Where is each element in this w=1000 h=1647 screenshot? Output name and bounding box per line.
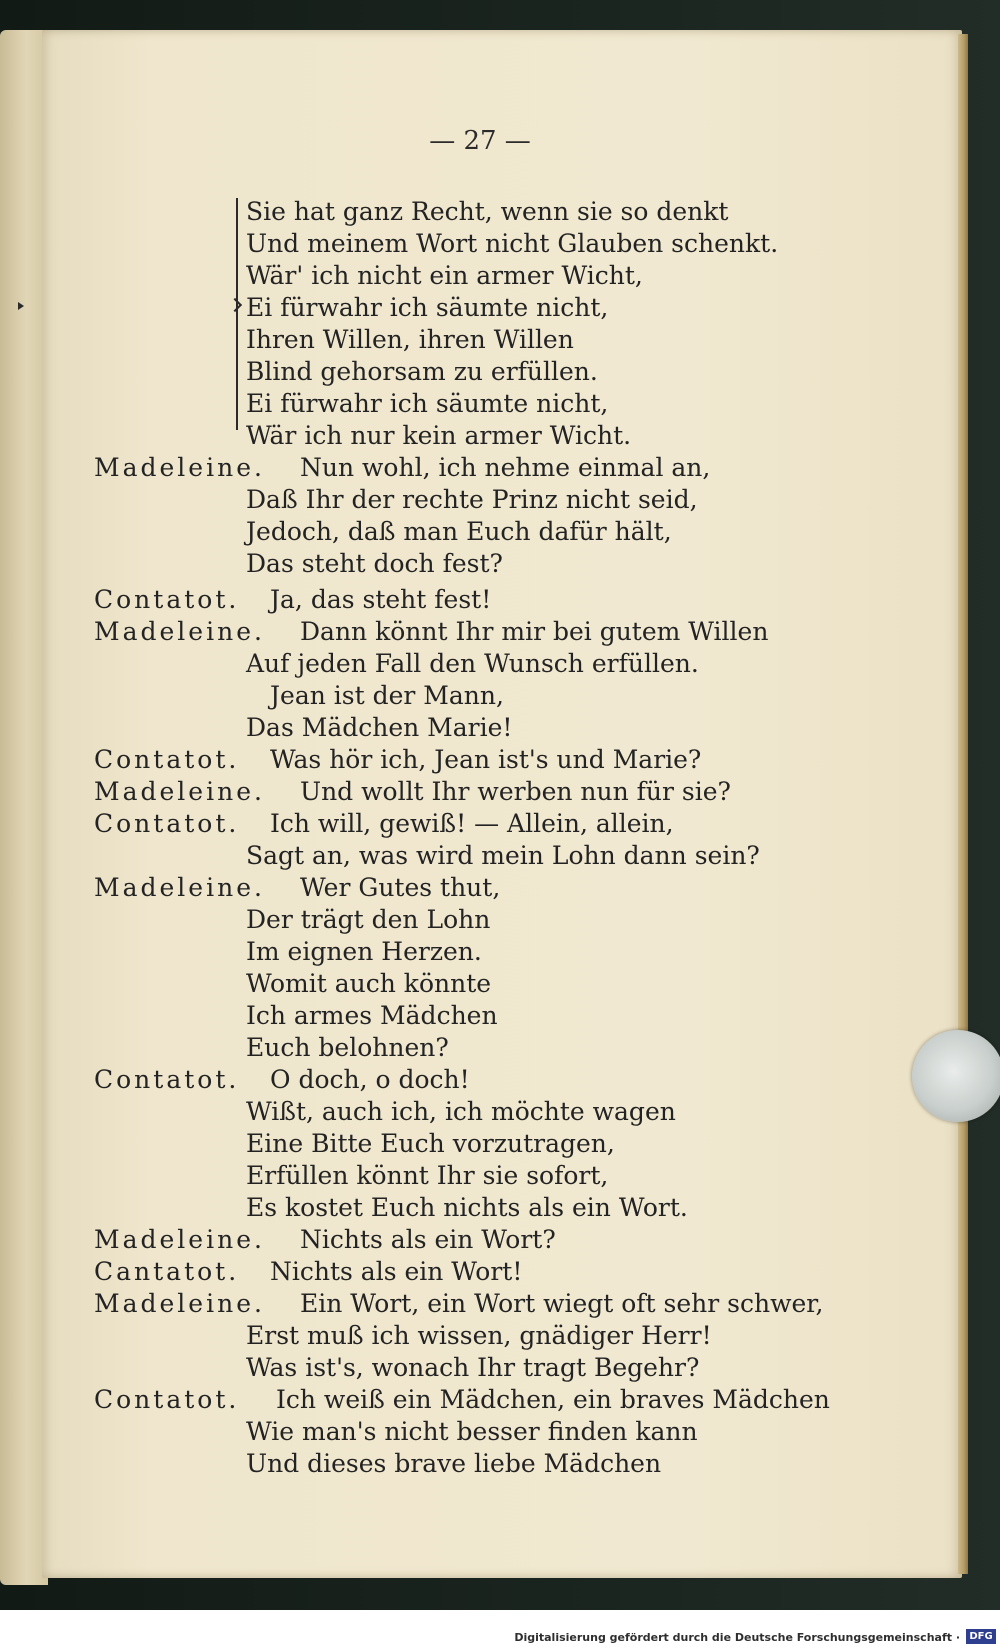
dialogue-line: Erst muß ich wissen, gnädiger Herr! xyxy=(246,1321,712,1350)
dialogue-line: Daß Ihr der rechte Prinz nicht seid, xyxy=(246,485,698,514)
dialogue-line: Ein Wort, ein Wort wiegt oft sehr schwer, xyxy=(300,1289,824,1318)
verse-line: Ei fürwahr ich säumte nicht, xyxy=(246,389,609,418)
speaker-name: Madeleine. xyxy=(94,1225,265,1254)
margin-mark xyxy=(18,302,24,310)
verse-line: Ei fürwahr ich säumte nicht, xyxy=(246,293,609,322)
dialogue-line: Wißt, auch ich, ich möchte wagen xyxy=(246,1097,676,1126)
dialogue-line: Das steht doch fest? xyxy=(246,549,503,578)
page-clip xyxy=(912,1030,1000,1122)
speaker-name: Madeleine. xyxy=(94,1289,265,1318)
dialogue-line: Und dieses brave liebe Mädchen xyxy=(246,1449,662,1478)
dialogue-line: Erfüllen könnt Ihr sie sofort, xyxy=(246,1161,609,1190)
dialogue-line: Nichts als ein Wort! xyxy=(270,1257,523,1286)
dialogue-line: Jedoch, daß man Euch dafür hält, xyxy=(246,517,672,546)
verse-line: Ihren Willen, ihren Willen xyxy=(246,325,574,354)
speaker-name: Contatot. xyxy=(94,745,240,774)
facing-page-edge xyxy=(0,30,48,1585)
speaker-name: Contatot. xyxy=(94,809,240,838)
page-number: — 27 — xyxy=(429,126,531,156)
verse-line: Wär' ich nicht ein armer Wicht, xyxy=(246,261,643,290)
dialogue-line: Das Mädchen Marie! xyxy=(246,713,513,742)
verse-line: Wär ich nur kein armer Wicht. xyxy=(246,421,632,450)
dialogue-line: Und wollt Ihr werben nun für sie? xyxy=(300,777,731,806)
dialogue-line: Wie man's nicht besser finden kann xyxy=(246,1417,698,1446)
verse-line: Und meinem Wort nicht Glauben schenkt. xyxy=(246,229,779,258)
dialogue-line: Jean ist der Mann, xyxy=(270,681,504,710)
dialogue-line: Was hör ich, Jean ist's und Marie? xyxy=(270,745,702,774)
dialogue-line: Sagt an, was wird mein Lohn dann sein? xyxy=(246,841,760,870)
page-edge xyxy=(958,34,968,1574)
speaker-name: Contatot. xyxy=(94,1385,240,1414)
dialogue-line: Auf jeden Fall den Wunsch erfüllen. xyxy=(246,649,699,678)
dialogue-line: Der trägt den Lohn xyxy=(246,905,491,934)
verse-bracket xyxy=(236,198,246,430)
speaker-name: Madeleine. xyxy=(94,777,265,806)
speaker-name: Cantatot. xyxy=(94,1257,240,1286)
verse-line: Sie hat ganz Recht, wenn sie so denkt xyxy=(246,197,729,226)
dialogue-line: Dann könnt Ihr mir bei gutem Willen xyxy=(300,617,769,646)
dfg-logo: DFG xyxy=(966,1629,996,1644)
speaker-name: Madeleine. xyxy=(94,617,265,646)
dialogue-line: Ich armes Mädchen xyxy=(246,1001,498,1030)
speaker-name: Contatot. xyxy=(94,585,240,614)
dialogue-line: Es kostet Euch nichts als ein Wort. xyxy=(246,1193,688,1222)
dialogue-line: Im eignen Herzen. xyxy=(246,937,482,966)
dialogue-line: Wer Gutes thut, xyxy=(300,873,501,902)
dialogue-line: O doch, o doch! xyxy=(270,1065,470,1094)
dialogue-line: Was ist's, wonach Ihr tragt Begehr? xyxy=(246,1353,700,1382)
speaker-name: Contatot. xyxy=(94,1065,240,1094)
dialogue-line: Ich will, gewiß! — Allein, allein, xyxy=(270,809,674,838)
dialogue-line: Nichts als ein Wort? xyxy=(300,1225,556,1254)
dialogue-line: Nun wohl, ich nehme einmal an, xyxy=(300,453,711,482)
speaker-name: Madeleine. xyxy=(94,873,265,902)
speaker-name: Madeleine. xyxy=(94,453,265,482)
dialogue-line: Womit auch könnte xyxy=(246,969,492,998)
dialogue-line: Ich weiß ein Mädchen, ein braves Mädchen xyxy=(276,1385,830,1414)
verse-line: Blind gehorsam zu erfüllen. xyxy=(246,357,598,386)
dialogue-line: Ja, das steht fest! xyxy=(270,585,492,614)
dialogue-line: Eine Bitte Euch vorzutragen, xyxy=(246,1129,615,1158)
dialogue-line: Euch belohnen? xyxy=(246,1033,449,1062)
footer-credit: Digitalisierung gefördert durch die Deutsche Forschungsgemeinschaft · xyxy=(514,1631,960,1644)
